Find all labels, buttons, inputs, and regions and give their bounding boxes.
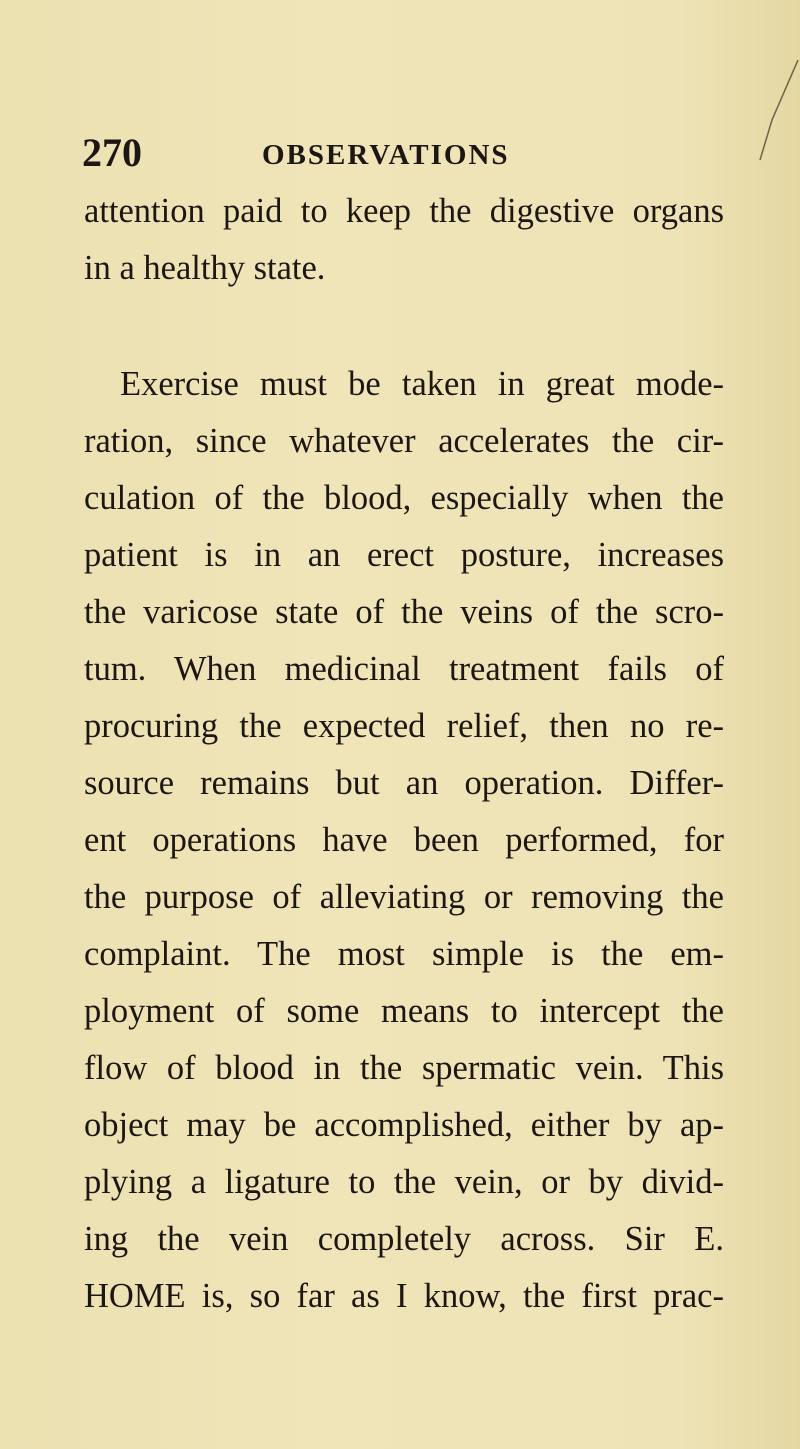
body-text (84, 183, 724, 1325)
text-line: flow of blood in the spermatic vein. This (84, 1049, 724, 1087)
text-line: source remains but an operation. Differ- (84, 764, 724, 802)
text-line: ent operations have been performed, for (84, 821, 724, 859)
text-line: complaint. The most simple is the em- (84, 935, 724, 973)
surname-initial: H (84, 1277, 109, 1315)
text-line: patient is in an erect posture, increases (84, 536, 724, 574)
text-line: ration, since whatever accelerates the cir- (84, 422, 724, 460)
surname-rest: OME (108, 1277, 186, 1315)
line-remainder: is, so far as I know, the first prac- (185, 1277, 724, 1315)
text-line: the varicose state of the veins of the scro- (84, 593, 724, 631)
text-line: culation of the blood, especially when the (84, 479, 724, 517)
text-line-last (84, 1268, 724, 1325)
page-number: 270 (82, 130, 142, 175)
running-title: OBSERVATIONS (262, 139, 510, 171)
text-line: ployment of some means to intercept the (84, 992, 724, 1030)
text-line: tum. When medicinal treatment fails of (84, 650, 724, 688)
text-line: object may be accomplished, either by ap- (84, 1106, 724, 1144)
page-edge-mark (700, 60, 800, 180)
text-line: plying a ligature to the vein, or by divid- (84, 1163, 724, 1201)
text-line: attention paid to keep the digestive organs (84, 192, 724, 230)
paragraph-break (84, 297, 724, 356)
text-line: procuring the expected relief, then no re- (84, 707, 724, 745)
text-line: ing the vein completely across. Sir E. (84, 1220, 724, 1258)
text-line: in a healthy state. (84, 249, 326, 287)
running-head (82, 128, 642, 178)
text-line: the purpose of alleviating or removing the (84, 878, 724, 916)
text-line: Exercise must be taken in great mode- (120, 365, 724, 403)
